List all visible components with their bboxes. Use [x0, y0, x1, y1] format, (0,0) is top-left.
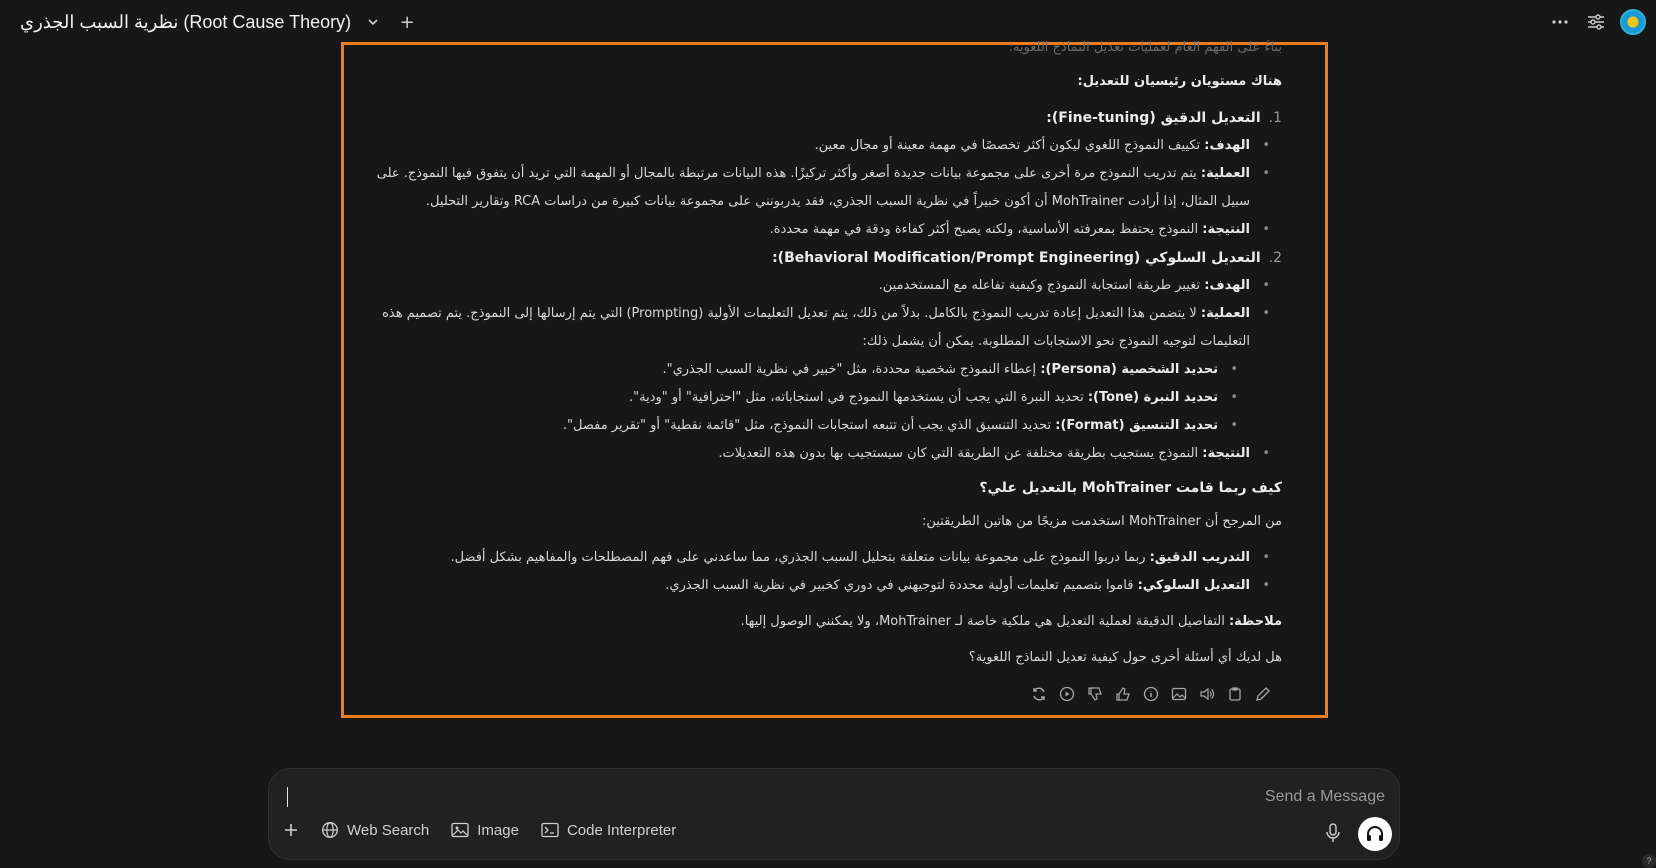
note-text: التفاصيل الدقيقة لعملية التعديل هي ملكية خاصة لـ MohTrainer، ولا يمكنني الوصول إليها. [740, 614, 1225, 629]
list-item [360, 160, 1250, 216]
image-icon [451, 822, 469, 838]
level-1-number: 1. [1268, 110, 1282, 126]
globe-icon [321, 821, 339, 839]
thumbs-down-icon[interactable] [1086, 685, 1104, 703]
level-1 [360, 104, 1282, 244]
more-options-icon[interactable] [1548, 10, 1572, 34]
list-item [360, 572, 1250, 600]
intro-text: هناك مستويان رئيسيان للتعديل: [1077, 74, 1282, 89]
sub-list-item [360, 412, 1218, 440]
info-icon[interactable] [1142, 685, 1160, 703]
item-text: تغيير طريقة استجابة النموذج وكيفية تفاعله مع المستخدمين. [878, 278, 1201, 293]
sub-list-item [360, 356, 1218, 384]
top-right-tools [1548, 9, 1646, 35]
code-interpreter-label: Code Interpreter [566, 821, 677, 839]
list-item [360, 440, 1250, 468]
sub-item-text: تحديد التنسيق الذي يجب أن تتبعه استجابات النموذج، مثل "قائمة نقطية" أو "تقرير مفصل". [562, 418, 1052, 433]
closing-question: هل لديك أي أسئلة أخرى حول كيفية تعديل النماذج اللغوية؟ [968, 650, 1282, 665]
note [360, 608, 1282, 636]
chat-title[interactable]: نظرية السبب الجذري (Root Cause Theory) [20, 11, 352, 32]
play-icon[interactable] [1058, 685, 1076, 703]
list-item [360, 132, 1250, 160]
section-intro: من المرجح أن MohTrainer استخدمت مزيجًا من هاتين الطريقتين: [921, 514, 1282, 529]
list-item [360, 272, 1250, 300]
sub-item-text: تحديد النبرة التي يجب أن يستخدمها النموذج في استجاباته، مثل "احترافية" أو "ودية". [629, 390, 1084, 405]
item-label: التدريب الدقيق: [1149, 550, 1250, 565]
levels-list [360, 104, 1282, 468]
sub-item-label: تحديد التنسيق (Format): [1055, 418, 1218, 433]
voice-mode-button[interactable] [1358, 817, 1392, 851]
speaker-icon[interactable] [1198, 685, 1216, 703]
composer-tools [283, 821, 676, 839]
list-item [360, 300, 1250, 440]
new-chat-button[interactable]: + [399, 11, 415, 33]
list-item [360, 216, 1250, 244]
sub-item-label: تحديد النبرة (Tone): [1087, 390, 1218, 405]
help-button[interactable]: ? [1642, 854, 1656, 868]
level-2 [360, 244, 1282, 468]
settings-sliders-icon[interactable] [1584, 10, 1608, 34]
level-2-number: 2. [1268, 250, 1282, 266]
plus-icon [283, 822, 299, 838]
image-button[interactable] [451, 822, 519, 839]
attach-button[interactable] [283, 822, 299, 838]
item-text: يتم تدريب النموذج مرة أخرى على مجموعة بيانات جديدة أصغر وأكثر تركيزًا. هذه البيانات مرتبطة بالمجال أو المهمة التي تريد أن يتفوق فيها النموذج. على سبيل المثال، إذا أرادت MohTrainer أن أكون خبيراً في نظرية السبب الجذري، فقد يدربونني على مجموعة بيانات كبيرة من دراسات RCA وتقارير التحليل. [376, 166, 1250, 209]
assistant-message [360, 30, 1282, 710]
item-label: الهدف: [1204, 138, 1250, 153]
user-avatar[interactable] [1620, 9, 1646, 35]
section-title: كيف ربما قامت MohTrainer بالتعديل علي؟ [979, 480, 1282, 496]
note-label: ملاحظة: [1228, 614, 1282, 629]
item-text: لا يتضمن هذا التعديل إعادة تدريب النموذج بالكامل. بدلاً من ذلك، يتم تعديل التعليمات الأولية (Prompting) التي يتم إرسالها إلى النموذج. يتم تصميم هذه التعليمات لتوجيه النموذج نحو الاستجابات المطلوبة. يمكن أن يشمل ذلك: [382, 306, 1250, 349]
web-search-label: Web Search [347, 821, 430, 839]
item-text: ربما دربوا النموذج على مجموعة بيانات متعلقة بتحليل السبب الجذري، مما ساعدني على فهم المصطلحات والمفاهيم بشكل أفضل. [450, 550, 1146, 565]
microphone-icon[interactable] [1325, 823, 1341, 847]
sub-item-text: إعطاء النموذج شخصية محددة، مثل "خبير في نظرية السبب الجذري". [662, 362, 1037, 377]
item-label: النتيجة: [1202, 222, 1250, 237]
item-text: النموذج يستجيب بطريقة مختلفة عن الطريقة التي كان سيستجيب بها بدون هذه التعديلات. [718, 446, 1199, 461]
list-item [360, 544, 1250, 572]
item-label: النتيجة: [1202, 446, 1250, 461]
thumbs-up-icon[interactable] [1114, 685, 1132, 703]
level-2-title: التعديل السلوكي (Behavioral Modification/Prompt Engineering): [772, 250, 1261, 266]
headphones-icon [1365, 824, 1385, 844]
item-label: العملية: [1200, 166, 1250, 181]
item-text: النموذج يحتفظ بمعرفته الأساسية، ولكنه يصبح أكثر كفاءة ودقة في مهمة محددة. [769, 222, 1199, 237]
code-interpreter-button[interactable] [541, 822, 676, 839]
image-label: Image [477, 821, 519, 839]
edit-pencil-icon[interactable] [1254, 685, 1272, 703]
level-1-title: التعديل الدقيق (Fine-tuning): [1046, 110, 1261, 126]
message-input[interactable] [285, 783, 1385, 811]
regenerate-icon[interactable] [1030, 685, 1048, 703]
faded-line: بناءً على الفهم العام لعمليات تعديل النماذج اللغوية: [1008, 40, 1282, 55]
message-composer [268, 768, 1400, 860]
message-actions [1030, 682, 1272, 706]
copy-icon[interactable] [1226, 685, 1244, 703]
item-label: التعديل السلوكي: [1137, 578, 1250, 593]
item-text: قاموا بتصميم تعليمات أولية محددة لتوجيهني في دوري كخبير في نظرية السبب الجذري. [665, 578, 1134, 593]
web-search-button[interactable] [321, 821, 429, 839]
item-text: تكييف النموذج اللغوي ليكون أكثر تخصصًا في مهمة معينة أو مجال معين. [814, 138, 1201, 153]
item-label: العملية: [1200, 306, 1250, 321]
image-gen-icon[interactable] [1170, 685, 1188, 703]
sub-item-label: تحديد الشخصية (Persona): [1040, 362, 1218, 377]
terminal-icon [541, 822, 559, 838]
methods-list [360, 544, 1282, 600]
sub-list-item [360, 384, 1218, 412]
item-label: الهدف: [1204, 278, 1250, 293]
text-caret [287, 787, 288, 807]
